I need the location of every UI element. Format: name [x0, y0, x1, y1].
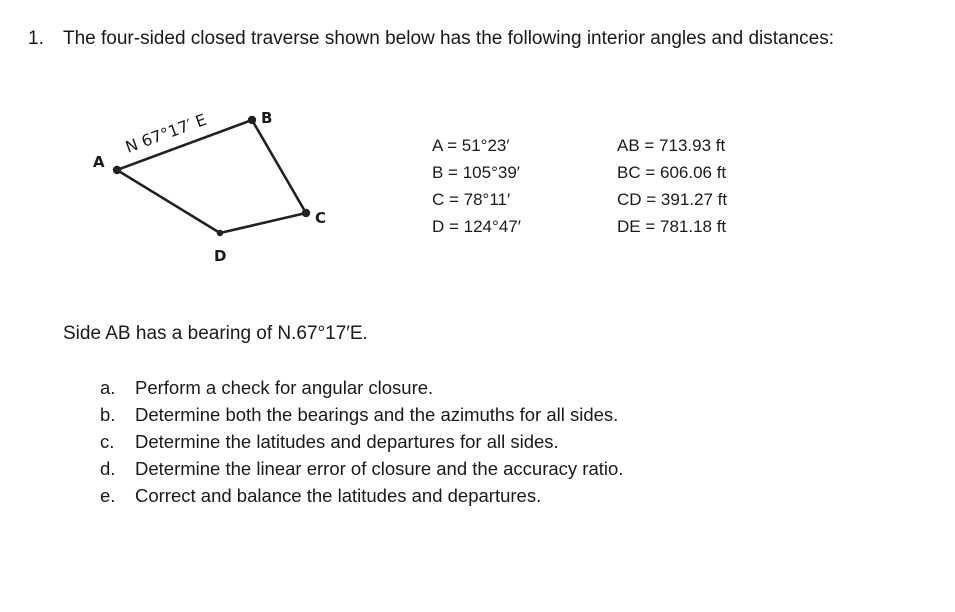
distance-ab: AB = 713.93 ft — [617, 136, 726, 155]
vertex-b-label: B — [261, 109, 273, 127]
question-text: The four-sided closed traverse shown below has the following interior angles and distances: — [63, 28, 834, 49]
bearing-statement: Side AB has a bearing of N.67°17′E. — [63, 323, 368, 344]
task-marker: d. — [100, 458, 116, 479]
angle-d: D = 124°47′ — [432, 217, 521, 236]
task-marker: e. — [100, 485, 116, 506]
task-text: Determine the linear error of closure and the accuracy ratio. — [135, 458, 624, 479]
vertex-a-point — [113, 166, 121, 174]
traverse-diagram — [0, 0, 360, 290]
task-text: Determine both the bearings and the azimuths for all sides. — [135, 404, 619, 425]
angle-c: C = 78°11′ — [432, 190, 511, 209]
angle-a: A = 51°23′ — [432, 136, 510, 155]
task-marker: c. — [100, 431, 115, 452]
vertex-d-label: D — [214, 247, 227, 265]
distance-bc: BC = 606.06 ft — [617, 163, 727, 182]
vertex-c-label: C — [315, 209, 327, 227]
vertex-b-point — [248, 116, 256, 124]
distance-cd: CD = 391.27 ft — [617, 190, 728, 209]
distance-de: DE = 781.18 ft — [617, 217, 727, 236]
vertex-a-label: A — [93, 153, 105, 171]
question-number: 1. — [28, 28, 44, 49]
vertex-c-point — [302, 209, 310, 217]
vertex-d-point — [217, 230, 223, 236]
task-marker: a. — [100, 377, 116, 398]
task-marker: b. — [100, 404, 116, 425]
bearing-label: N 67°17′ E — [122, 109, 209, 157]
side-bc — [252, 120, 306, 213]
side-cd — [220, 213, 306, 233]
task-text: Correct and balance the latitudes and departures. — [135, 485, 542, 506]
task-text: Perform a check for angular closure. — [135, 377, 434, 398]
angle-b: B = 105°39′ — [432, 163, 520, 182]
side-da — [117, 170, 220, 233]
task-text: Determine the latitudes and departures for all sides. — [135, 431, 559, 452]
